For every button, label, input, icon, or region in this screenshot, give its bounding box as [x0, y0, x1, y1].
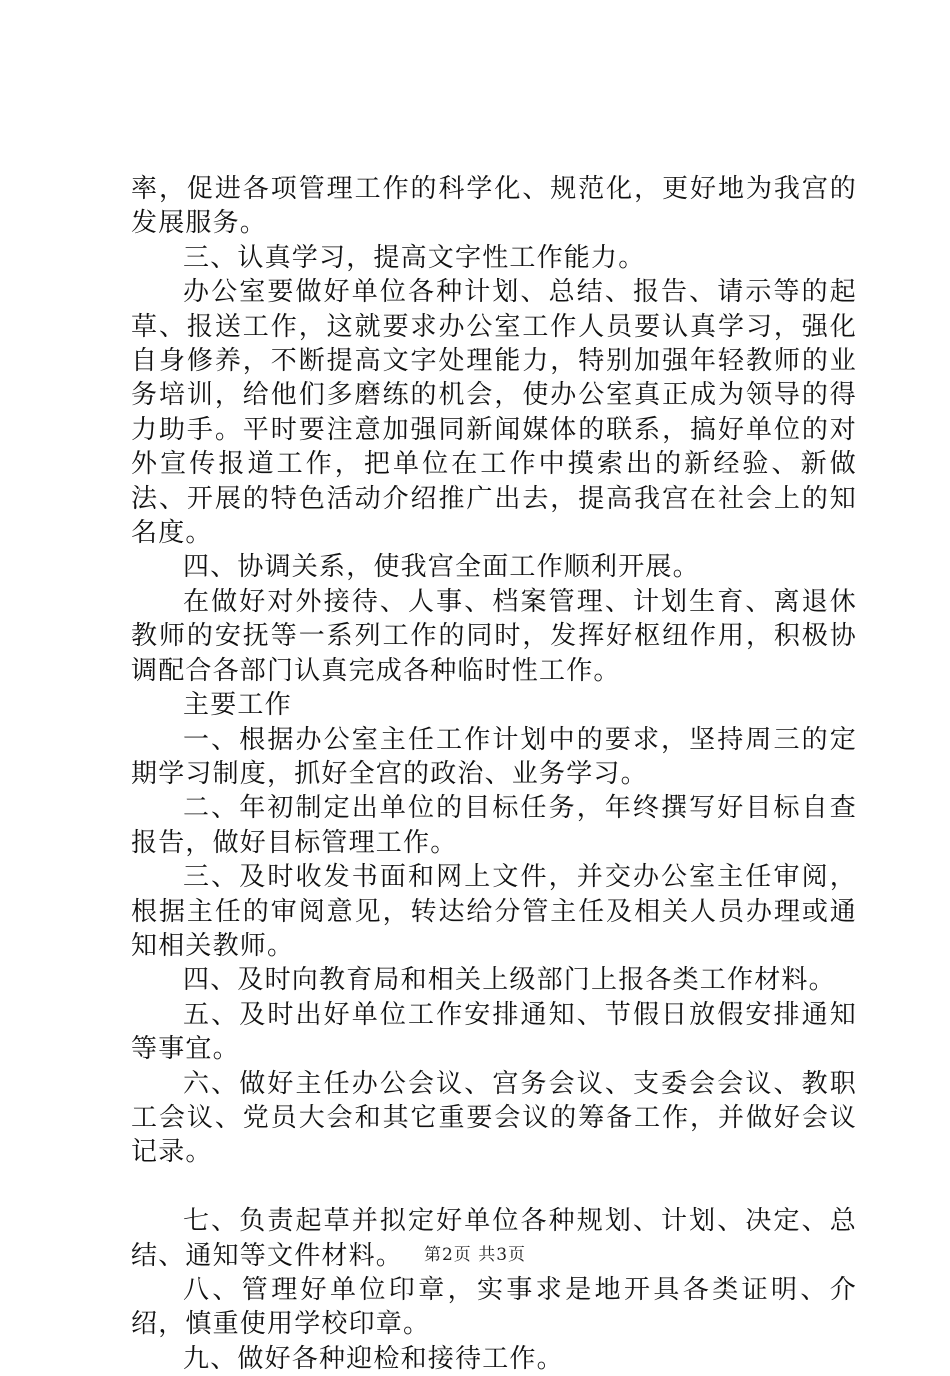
section-heading: 主要工作	[183, 690, 292, 721]
list-item: 九、做好各种迎检和接待工作。	[183, 1343, 564, 1374]
blank-line	[131, 1170, 857, 1204]
paragraph: 办公室要做好单位各种计划、总结、报告、请示等的起草、报送工作，这就要求办公室工作人员要认真学习，强化自身修养，不断提高文字处理能力，特别加强年轻教师的业务培训，给他们多磨练的机会，使办公室真正成为领导的得力助手。平时要注意加强同新闻媒体的联系，搞好单位的对外宣传报道工作，把单位在工作中摸索出的新经验、新做法、开展的特色活动介绍推广出去，提高我宫在社会上的知名度。	[131, 277, 857, 549]
paragraph: 在做好对外接待、人事、档案管理、计划生育、离退休教师的安抚等一系列工作的同时，发挥好枢纽作用，积极协调配合各部门认真完成各种临时性工作。	[131, 586, 857, 686]
section-heading: 四、协调关系，使我宫全面工作顺利开展。	[183, 552, 700, 583]
document-body	[131, 172, 857, 1376]
page-number: 第2页 共3页	[423, 1245, 527, 1265]
list-item: 一、根据办公室主任工作计划中的要求，坚持周三的定期学习制度，抓好全宫的政治、业务学习。	[131, 724, 857, 789]
paragraph: 率，促进各项管理工作的科学化、规范化，更好地为我宫的发展服务。	[131, 174, 857, 239]
list-item: 二、年初制定出单位的目标任务，年终撰写好目标自查报告，做好目标管理工作。	[131, 793, 857, 858]
section-heading: 三、认真学习，提高文字性工作能力。	[183, 242, 646, 273]
list-item: 六、做好主任办公会议、宫务会议、支委会会议、教职工会议、党员大会和其它重要会议的筹备工作，并做好会议记录。	[131, 1068, 857, 1168]
list-item: 八、管理好单位印章，实事求是地开具各类证明、介绍，慎重使用学校印章。	[131, 1274, 857, 1340]
list-item: 三、及时收发书面和网上文件，并交办公室主任审阅，根据主任的审阅意见，转达给分管主任及相关人员办理或通知相关教师。	[131, 862, 857, 961]
list-item: 七、负责起草并拟定好单位各种规划、计划、决定、总结、通知等文件材料。	[131, 1206, 857, 1271]
list-item: 五、及时出好单位工作安排通知、节假日放假安排通知等事宜。	[131, 999, 857, 1065]
list-item: 四、及时向教育局和相关上级部门上报各类工作材料。	[183, 965, 836, 996]
